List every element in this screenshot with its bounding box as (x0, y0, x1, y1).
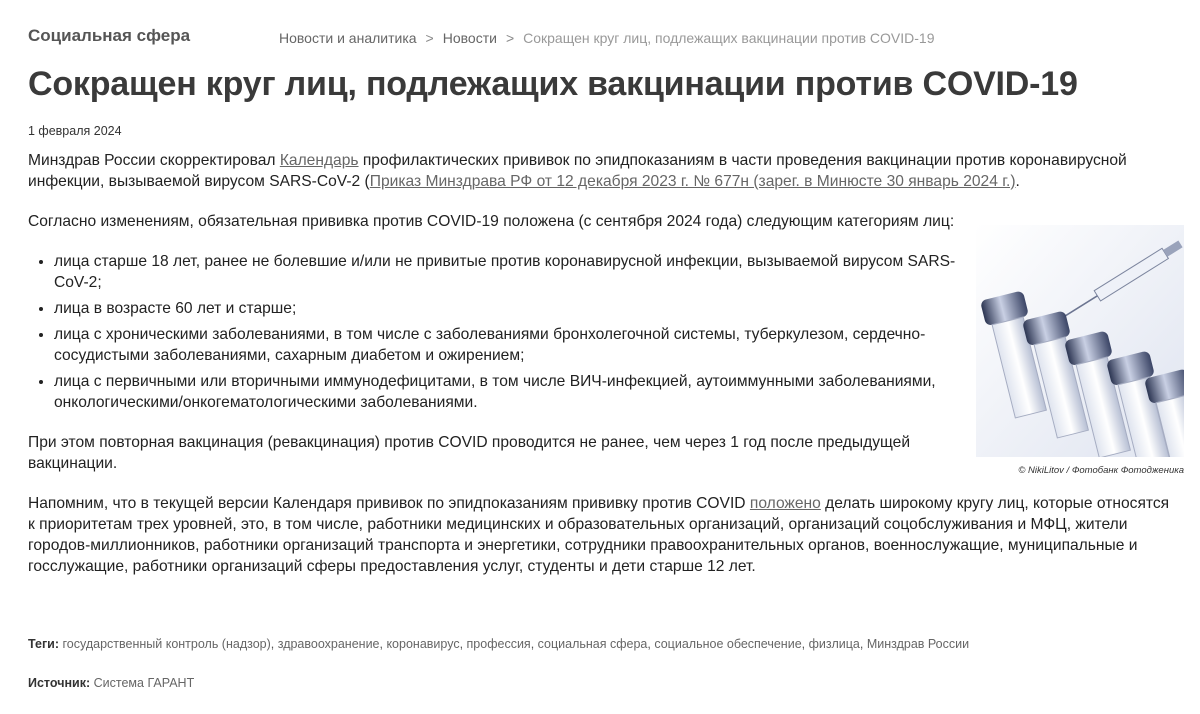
publish-date: 1 февраля 2024 (28, 124, 122, 138)
image-credit: © NikiLitov / Фотобанк Фотодженика (1018, 465, 1184, 476)
source-label: Источник: (28, 676, 91, 690)
vaccine-vials-image (976, 225, 1184, 457)
order-link[interactable]: Приказ Минздрава РФ от 12 декабря 2023 г. № 677н (зарег. в Минюсте 30 январь 2024 г.) (369, 173, 1016, 190)
tags-label: Теги: (28, 637, 60, 651)
paragraph-text: . (1015, 173, 1020, 190)
paragraph-text: профилактических прививок по эпидпоказаниям в части проведения вакцинации против коронавирусной инфекции, вызываемой вирусом SARS-CoV-2 ( (28, 152, 1127, 190)
tag-link[interactable]: физлица (808, 637, 860, 651)
breadcrumb-separator: > (505, 30, 515, 46)
paragraph-text: Напомним, что в текущей версии Календаря прививок по эпидпоказаниям прививку против COVID (28, 495, 750, 512)
paragraph-categories: Согласно изменениям, обязательная прививка против COVID-19 положена (с сентября 2024 года) следующим категориям лиц: (28, 213, 955, 230)
list-item: • лица с хроническими заболеваниями, в том числе с заболеваниями бронхолегочной системы, туберкулезом, сердечно-сосудистыми заболеваниями, сахарным диабетом и ожирением; (54, 324, 1180, 366)
breadcrumb-link-news[interactable]: Новости (442, 30, 497, 46)
list-item: • лица с первичными или вторичными иммунодефицитами, в том числе ВИЧ-инфекцией, аутоиммунными заболеваниями, онкологическими/онкогематологическими заболеваниями. (54, 371, 1180, 413)
breadcrumb-link-analytics[interactable]: Новости и аналитика (279, 30, 417, 46)
tag-link[interactable]: социальное обеспечение (654, 637, 802, 651)
calendar-link[interactable]: Календарь (279, 152, 359, 169)
tag-link[interactable]: профессия (466, 637, 531, 651)
tags-row: Теги: государственный контроль (надзор), здравоохранение, коронавирус, профессия, социальная сфера, социальное обеспечение, физлица, Минздрав России (28, 637, 970, 651)
breadcrumb (279, 30, 935, 46)
article-body (28, 150, 1184, 596)
tag-link[interactable]: коронавирус (386, 637, 460, 651)
section-name: Социальная сфера (28, 26, 191, 45)
source-link[interactable]: Система ГАРАНТ (93, 676, 195, 690)
breadcrumb-current: Сокращен круг лиц, подлежащих вакцинации против COVID-19 (523, 30, 935, 46)
tag-link[interactable]: социальная сфера (537, 637, 648, 651)
tag-link[interactable]: здравоохранение (277, 637, 380, 651)
tag-link[interactable]: Минздрав России (866, 637, 970, 651)
paragraph-text: Минздрав России скорректировал (28, 152, 280, 169)
list-item: • лица в возрасте 60 лет и старше; (54, 298, 1180, 319)
paragraph-reminder (28, 493, 1180, 577)
top-bar (28, 26, 1180, 50)
page-title: Сокращен круг лиц, подлежащих вакцинации против COVID-19 (28, 65, 1078, 103)
article-figure (976, 225, 1184, 481)
tag-link[interactable]: государственный контроль (надзор) (62, 637, 271, 651)
source-row (28, 676, 194, 690)
provided-link[interactable]: положено (749, 495, 821, 512)
list-item: • лица старше 18 лет, ранее не болевшие и/или не привитые против коронавирусной инфекции, вызываемой вирусом SARS-CoV-2; (54, 251, 1180, 293)
paragraph-text: делать широкому кругу лиц, которые относятся к приоритетам трех уровней, это, в том числе, работники медицинских и образовательных организаций, организаций соцобслуживания и МФЦ, жители городов-миллионников, работники организаций транспорта и энергетики, сотрудники правоохранительных органов, военнослужащие, муниципальные и госслужащие, работники организаций сферы предоставления услуг, студенты и дети старше 12 лет. (28, 495, 1170, 575)
paragraph-intro (28, 150, 1180, 192)
breadcrumb-separator: > (425, 30, 434, 46)
paragraph-revaccination: При этом повторная вакцинация (ревакцинация) против COVID проводится не ранее, чем через 1 год после предыдущей вакцинации. (28, 434, 911, 472)
